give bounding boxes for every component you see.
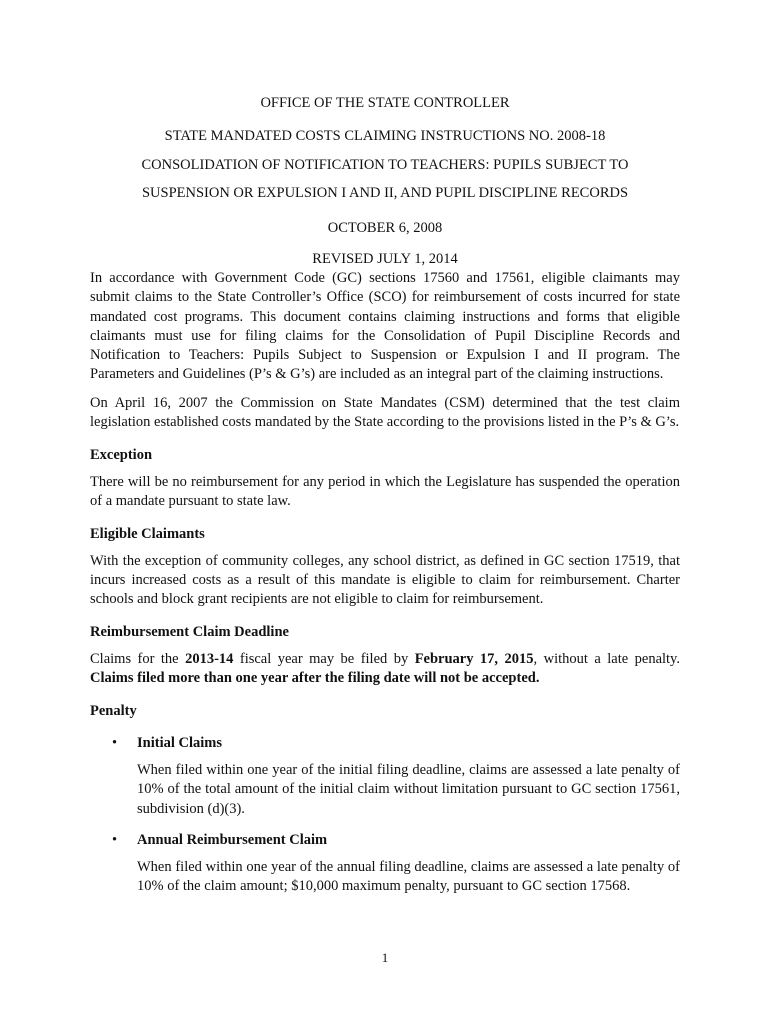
bullet-icon: • [112, 734, 118, 751]
page-number: 1 [381, 950, 389, 965]
deadline-fiscal-year: 2013-14 [185, 650, 234, 667]
intro-paragraph-2: On April 16, 2007 the Commission on State Mandates (CSM) determined that the test claim legislation established costs mandated by the State according to the provisions listed in the P’s & G’s. [90, 394, 680, 431]
document-header [90, 93, 680, 269]
exception-heading: Exception [90, 447, 153, 464]
document-body [90, 269, 680, 906]
intro-paragraph-1: In accordance with Government Code (GC) sections 17560 and 17561, eligible claimants may submit claims to the State Controller’s Office (SCO) for reimbursement of costs incurred for state mandated cost programs. This document contains claiming instructions and forms that eligible claimants must use for filing claims for the Consolidation of Pupil Discipline Records and Notification to Teachers: Pupils Subject to Suspension or Expulsion I and II program. The Parameters and Guidelines (P’s & G’s) are included as an integral part of the claiming instructions. [90, 270, 680, 383]
penalty-heading: Penalty [90, 703, 137, 720]
penalty-item-title [112, 831, 680, 850]
exception-text: There will be no reimbursement for any period in which the Legislature has suspended the operation of a mandate pursuant to state law. [90, 473, 680, 509]
penalty-item-initial-claims [90, 734, 680, 819]
deadline-text-c: , without a late penalty. [533, 650, 680, 667]
header-revised-date: REVISED JULY 1, 2014 [312, 251, 458, 267]
header-instructions-number: STATE MANDATED COSTS CLAIMING INSTRUCTIONS NO. 2008-18 [164, 128, 606, 144]
header-program-line-2: SUSPENSION OR EXPULSION I AND II, AND PUPIL DISCIPLINE RECORDS [141, 185, 629, 201]
claim-deadline-heading: Reimbursement Claim Deadline [90, 624, 289, 641]
deadline-text-b: fiscal year may be filed by [233, 650, 415, 667]
header-office: OFFICE OF THE STATE CONTROLLER [260, 95, 510, 111]
header-program-line-1: CONSOLIDATION OF NOTIFICATION TO TEACHERS: PUPILS SUBJECT TO [141, 157, 629, 173]
penalty-item-title-text: Annual Reimbursement Claim [137, 831, 328, 848]
penalty-item-text: When filed within one year of the initial filing deadline, claims are assessed a late penalty of 10% of the total amount of the initial claim without limitation pursuant to GC section 17561, subdivision (d)(3). [137, 761, 680, 817]
header-date: OCTOBER 6, 2008 [327, 220, 443, 236]
penalty-item-text: When filed within one year of the annual filing deadline, claims are assessed a late penalty of 10% of the claim amount; $10,000 maximum penalty, pursuant to GC section 17568. [137, 859, 680, 895]
penalty-item-title [112, 734, 680, 753]
eligible-claimants-heading: Eligible Claimants [90, 526, 205, 543]
deadline-bold-note: Claims filed more than one year after the filing date will not be accepted. [90, 670, 540, 687]
penalty-item-annual-claim [90, 831, 680, 897]
deadline-date: February 17, 2015 [414, 650, 534, 667]
deadline-text-a: Claims for the [90, 650, 186, 667]
penalty-item-title-text: Initial Claims [137, 734, 222, 751]
claim-deadline-text [90, 650, 680, 689]
bullet-icon: • [112, 831, 118, 848]
eligible-claimants-text: With the exception of community colleges, any school district, as defined in GC section 17519, that incurs increased costs as a result of this mandate is eligible to claim for reimbursement. Charter schools and block grant recipients are not eligible to claim for reimbursement. [90, 552, 680, 608]
